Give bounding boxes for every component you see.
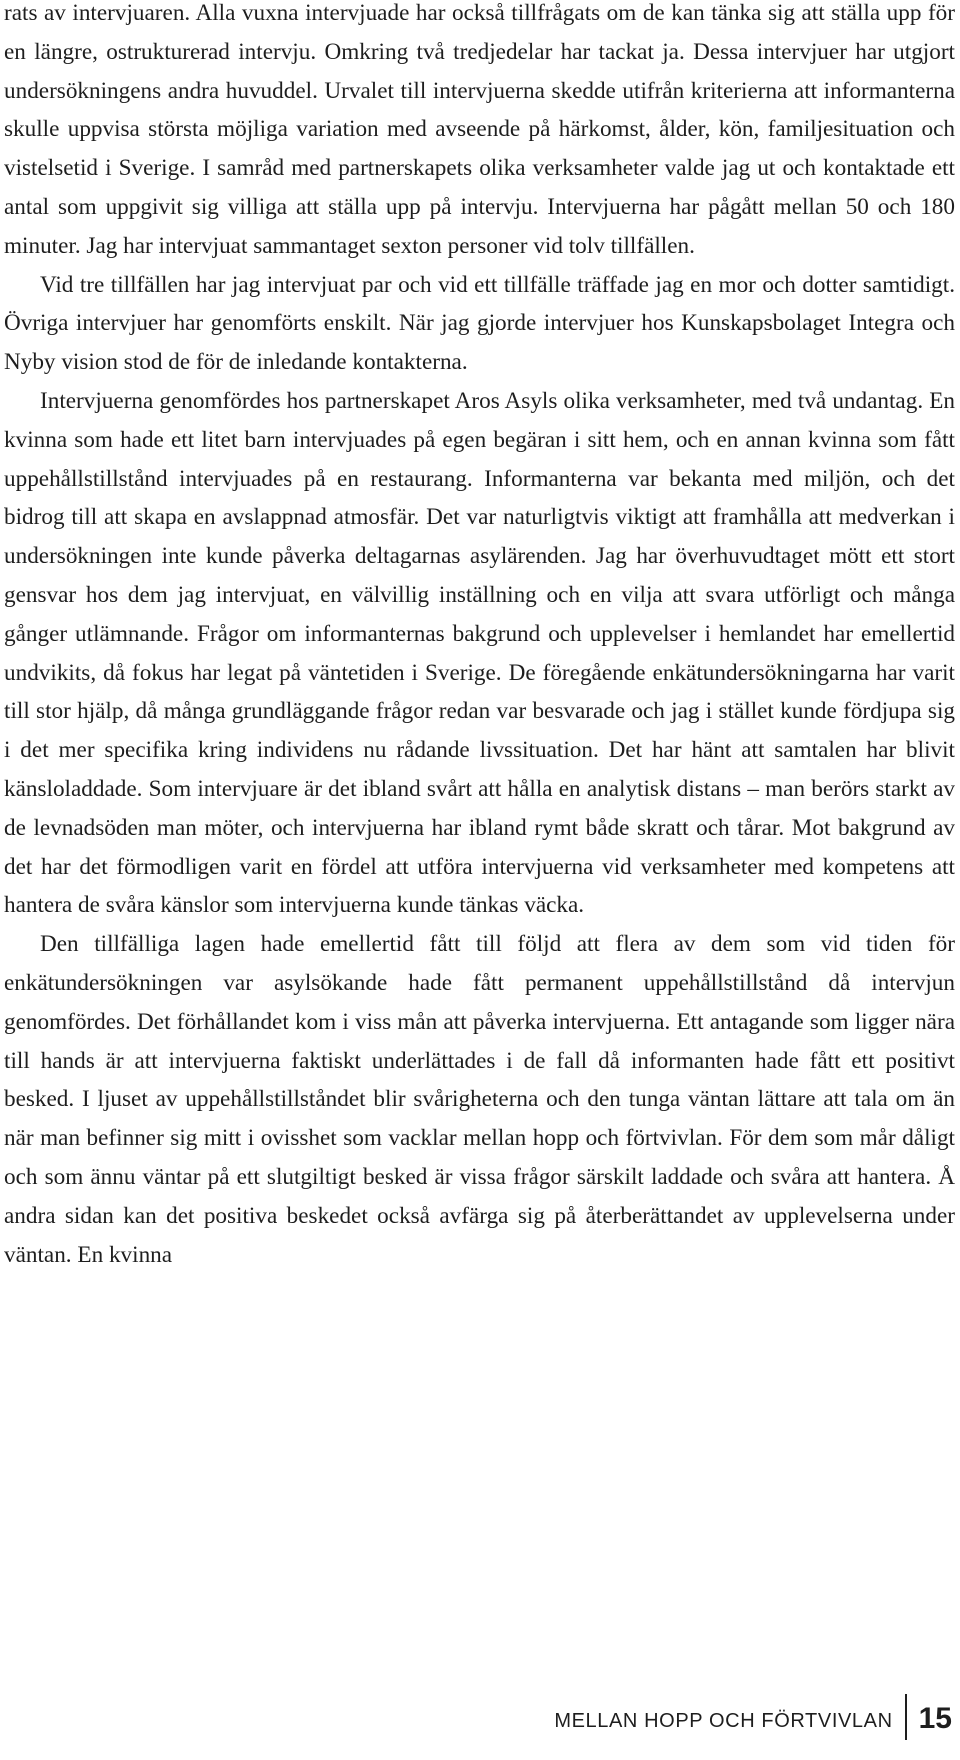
- page-number: 15: [918, 1702, 952, 1735]
- paragraph: Den tillfälliga lagen hade emellertid fått till följd att flera av dem som vid tiden för enkätundersökningen var asylsökande hade fått permanent uppehållstillstånd då intervjun genomfördes. Det förhållandet kom i viss mån att påverka intervjuerna. Ett antagande som ligger nära till hands är att intervjuerna faktiskt underlättades i de fall då informanten hade fått ett positivt besked. I ljuset av uppehållstillståndet blir svårigheterna och den tunga väntan lättare att tala om än när man befinner sig mitt i ovisshet som vacklar mellan hopp och förtvivlan. För dem som mår dåligt och som ännu väntar på ett slutgiltigt besked är vissa frågor särskilt laddade och svåra att hantera. Å andra sidan kan det positiva beskedet också avfärga sig på återberättandet av upplevelserna under väntan. En kvinna: [4, 931, 955, 1268]
- page-footer: [554, 1692, 952, 1742]
- body-text: [4, 0, 955, 1274]
- paragraph: Vid tre tillfällen har jag intervjuat par och vid ett tillfälle träffade jag en mor och dotter samtidigt. Övriga intervjuer har genomförts enskilt. När jag gjorde intervjuer hos Kunskapsbolaget Integra och Nyby vision stod de för de inledande kontakterna.: [4, 271, 955, 376]
- paragraph: Intervjuerna genomfördes hos partnerskapet Aros Asyls olika verksamheter, med två undantag. En kvinna som hade ett litet barn intervjuades på egen begäran i sitt hem, och en annan kvinna som fått uppehållstillstånd intervjuades på en restaurang. Informanterna var bekanta med miljön, och det bidrog till att skapa en avslappnad atmosfär. Det var naturligtvis viktigt att framhålla att medverkan i undersökningen inte kunde påverka deltagarnas asylärenden. Jag har överhuvudtaget mött ett stort gensvar hos dem jag intervjuat, en välvillig inställning och en vilja att svara utförligt och många gånger utlämnande. Frågor om informanternas bakgrund och upplevelser i hemlandet har emellertid undvikits, då fokus har legat på väntetiden i Sverige. De föregående enkätundersökningarna har varit till stor hjälp, då många grundläggande frågor redan var besvarade och jag i stället kunde fördjupa sig i det mer specifika kring individens nu rådande livssituation. Det har hänt att samtalen har blivit känsloladdade. Som intervjuare är det ibland svårt att hålla en analytisk distans – man berörs starkt av de levnadsöden man möter, och intervjuerna har ibland rymt både skratt och tårar. Mot bakgrund av det har det förmodligen varit en fördel att utföra intervjuerna vid verksamheter med kompetens att hantera de svåra känslor som intervjuerna kunde tänkas väcka.: [4, 387, 955, 919]
- paragraph-continued: rats av intervjuaren. Alla vuxna intervjuade har också tillfrågats om de kan tänka sig att ställa upp för en längre, ostrukturerad intervju. Omkring två tredjedelar har tackat ja. Dessa intervjuer har utgjort undersökningens andra huvuddel. Urvalet till intervjuerna skedde utifrån kriterierna att informanterna skulle uppvisa största möjliga variation med avseende på härkomst, ålder, kön, familjesituation och vistelsetid i Sverige. I samråd med partnerskapets olika verksamheter valde jag ut och kontaktade ett antal som uppgivit sig villiga att ställa upp på intervju. Intervjuerna har pågått mellan 50 och 180 minuter. Jag har intervjuat sammantaget sexton personer vid tolv tillfällen.: [4, 0, 955, 259]
- running-title: MELLAN HOPP OCH FÖRTVIVLAN: [554, 1709, 893, 1732]
